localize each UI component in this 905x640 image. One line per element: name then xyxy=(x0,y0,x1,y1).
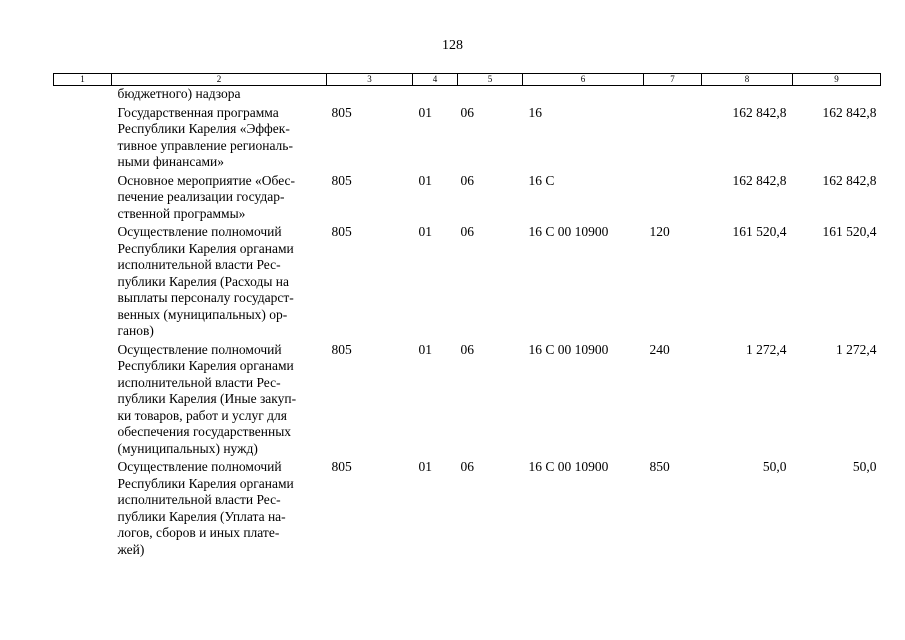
cell-target-article: 16 С 00 10900 xyxy=(528,341,609,357)
row-name xyxy=(112,457,327,558)
row-name-line: публики Карелия (Расходы на xyxy=(117,273,289,289)
cell-amount-8: 162 842,8 xyxy=(732,104,787,120)
cell-amount-8: 1 272,4 xyxy=(746,341,787,357)
row-name-line: Государственная программа xyxy=(117,104,279,120)
cell-expense-type: 240 xyxy=(649,341,670,357)
row-name-line: тивное управление региональ- xyxy=(117,137,293,153)
row-name: бюджетного) надзора xyxy=(117,86,241,101)
cell-subsection: 06 xyxy=(460,104,474,120)
cell-amount-9: 162 842,8 xyxy=(822,104,877,120)
table-body xyxy=(54,86,881,559)
cell-subsection: 06 xyxy=(460,459,474,474)
cell-section: 01 xyxy=(418,224,432,239)
row-name-line: Осуществление полномочий xyxy=(117,224,282,239)
cell-col-1 xyxy=(54,103,112,171)
cell-expense-type xyxy=(644,103,702,171)
column-header: 7 xyxy=(644,74,702,86)
cell-amount-8: 50,0 xyxy=(762,459,787,474)
row-name-line: исполнительной власти Рес- xyxy=(117,374,281,390)
cell-amount-9: 50,0 xyxy=(852,459,877,474)
column-header: 5 xyxy=(458,74,523,86)
row-name-line: (муниципальных) нужд) xyxy=(117,440,258,456)
table-row-continuation xyxy=(54,86,881,103)
cell-target-article: 16 С xyxy=(528,172,555,188)
table-row xyxy=(54,222,881,340)
table-row xyxy=(54,171,881,223)
row-name-line: исполнительной власти Рес- xyxy=(117,492,281,507)
row-name xyxy=(112,340,327,458)
cell-section: 01 xyxy=(418,172,432,188)
column-header: 8 xyxy=(702,74,793,86)
row-name-line: Республики Карелия органами xyxy=(117,475,294,491)
row-name-line: логов, сборов и иных плате- xyxy=(117,525,280,540)
row-name xyxy=(112,103,327,171)
column-header: 6 xyxy=(523,74,644,86)
cell-amount-8: 161 520,4 xyxy=(732,224,787,239)
cell-section: 01 xyxy=(418,104,432,120)
table-row xyxy=(54,103,881,171)
cell-admin-code: 805 xyxy=(331,459,352,474)
row-name xyxy=(112,171,327,223)
cell-target-article: 16 xyxy=(528,104,542,120)
cell-expense-type xyxy=(644,171,702,223)
row-name xyxy=(112,222,327,340)
column-header: 1 xyxy=(54,74,112,86)
row-name-line: обеспечения государственных xyxy=(117,424,292,439)
cell-subsection: 06 xyxy=(460,172,474,188)
cell-admin-code: 805 xyxy=(331,172,352,188)
cell-col-1 xyxy=(54,222,112,340)
row-name-line: печение реализации государ- xyxy=(117,189,285,204)
cell-expense-type: 850 xyxy=(649,459,670,474)
row-name-line: Осуществление полномочий xyxy=(117,459,282,474)
row-name-line: Республики Карелия органами xyxy=(117,358,294,373)
cell-admin-code: 805 xyxy=(331,341,352,357)
cell-subsection: 06 xyxy=(460,224,474,239)
row-name-line: исполнительной власти Рес- xyxy=(117,257,281,272)
budget-table xyxy=(53,73,881,558)
cell-col-1 xyxy=(54,340,112,458)
row-name-line: жей) xyxy=(117,541,145,557)
column-header: 2 xyxy=(112,74,327,86)
row-name-line: Осуществление полномочий xyxy=(117,341,282,357)
cell-admin-code: 805 xyxy=(331,104,352,120)
cell-amount-9: 162 842,8 xyxy=(822,172,877,188)
cell-col-1 xyxy=(54,171,112,223)
cell-subsection: 06 xyxy=(460,341,474,357)
table-row xyxy=(54,340,881,458)
column-number-header xyxy=(54,74,881,86)
column-header: 4 xyxy=(413,74,458,86)
row-name-line: венных (муниципальных) ор- xyxy=(117,306,288,322)
cell-amount-9: 161 520,4 xyxy=(822,224,877,239)
column-header: 9 xyxy=(793,74,881,86)
row-name-line: публики Карелия (Уплата на- xyxy=(117,508,286,524)
cell-section: 01 xyxy=(418,341,432,357)
cell-target-article: 16 С 00 10900 xyxy=(528,224,609,239)
row-name-line: публики Карелия (Иные закуп- xyxy=(117,391,297,406)
row-name-line: Республики Карелия органами xyxy=(117,240,294,256)
page-number: 128 xyxy=(442,38,463,53)
cell-expense-type: 120 xyxy=(649,224,670,239)
cell-section: 01 xyxy=(418,459,432,474)
row-name-line: Республики Карелия «Эффек- xyxy=(117,121,290,136)
row-name-line: ганов) xyxy=(117,323,154,338)
row-name-line: Основное мероприятие «Обес- xyxy=(117,172,296,188)
cell-target-article: 16 С 00 10900 xyxy=(528,459,609,474)
column-header: 3 xyxy=(327,74,413,86)
row-name-line: ки товаров, работ и услуг для xyxy=(117,407,287,423)
row-name-line: ными финансами» xyxy=(117,154,225,169)
cell-col-1 xyxy=(54,457,112,558)
row-name-line: выплаты персоналу государст- xyxy=(117,290,294,305)
row-name-line: ственной программы» xyxy=(117,205,246,221)
table-row xyxy=(54,457,881,558)
cell-amount-9: 1 272,4 xyxy=(836,341,877,357)
cell-admin-code: 805 xyxy=(331,224,352,239)
cell-amount-8: 162 842,8 xyxy=(732,172,787,188)
